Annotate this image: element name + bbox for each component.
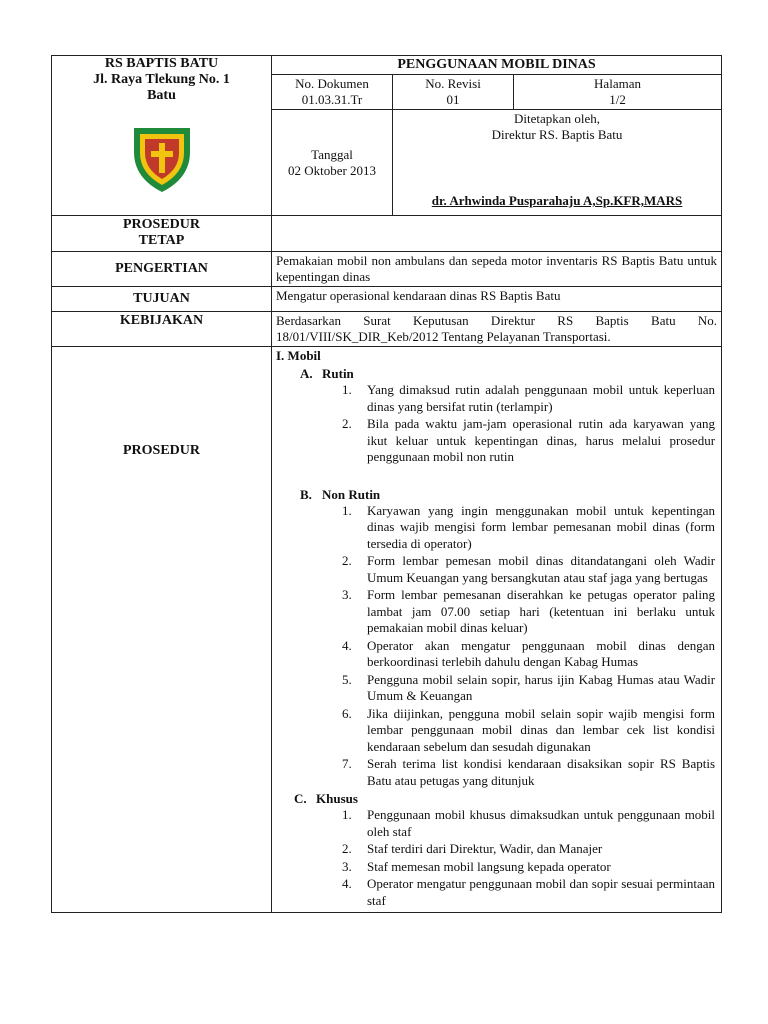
subsection-title: Rutin xyxy=(322,366,354,381)
page-number: 1/2 xyxy=(609,92,626,107)
page-cell xyxy=(514,75,722,110)
list-item: 7. Serah terima list kondisi kendaraan disaksikan sopir RS Baptis Batu atau petugas yang ditunjuk xyxy=(342,756,716,788)
document-number: 01.03.31.Tr xyxy=(301,92,363,107)
hospital-logo xyxy=(56,104,267,204)
list-item: 4. Operator akan mengatur penggunaan mobil dinas dengan berkoordinasi terlebih dahulu dengan Kabag Humas xyxy=(342,637,716,669)
list-item: 1. Penggunaan mobil khusus dimaksudkan untuk penggunaan mobil oleh staf xyxy=(342,807,716,839)
rutin-list xyxy=(276,382,715,466)
document-title: PENGGUNAAN MOBIL DINAS xyxy=(272,56,722,75)
approved-by-role: Direktur RS. Baptis Batu xyxy=(491,127,623,142)
revision-number: 01 xyxy=(446,92,460,107)
kebijakan-text: Berdasarkan Surat Keputusan Direktur RS Baptis Batu No. 18/01/VIII/SK_DIR_Keb/2012 Tentang Pelayanan Transportasi. xyxy=(272,312,722,347)
list-item: 1. Yang dimaksud rutin adalah penggunaan mobil untuk keperluan dinas yang bersifat rutin (terlampir) xyxy=(342,382,716,414)
procedure-type-empty xyxy=(272,216,722,252)
non-rutin-list xyxy=(276,503,715,790)
tujuan-label: TUJUAN xyxy=(52,287,272,312)
revision-cell xyxy=(393,75,514,110)
subsection-title: Khusus xyxy=(316,791,358,806)
cross-shield-icon xyxy=(130,122,194,194)
tujuan-text: Mengatur operasional kendaraan dinas RS Baptis Batu xyxy=(272,287,722,312)
subsection-rutin xyxy=(276,366,715,382)
prosedur-label: PROSEDUR xyxy=(52,347,272,913)
revision-label: No. Revisi xyxy=(425,76,481,91)
org-header-cell xyxy=(52,56,272,216)
procedure-type-cell xyxy=(52,216,272,252)
approved-by-label: Ditetapkan oleh, xyxy=(514,111,600,126)
org-address-line-1: Jl. Raya Tlekung No. 1 xyxy=(93,72,230,87)
subsection-letter: C. xyxy=(294,791,307,806)
subsection-letter: B. xyxy=(300,486,312,502)
procedure-type-line-1: PROSEDUR xyxy=(122,217,200,232)
subsection-title: Non Rutin xyxy=(322,486,381,502)
pengertian-text: Pemakaian mobil non ambulans dan sepeda motor inventaris RS Baptis Batu untuk kepentingan dinas xyxy=(272,252,722,287)
subsection-khusus xyxy=(276,791,715,807)
document-number-cell xyxy=(272,75,393,110)
date-value: 02 Oktober 2013 xyxy=(287,162,377,178)
prosedur-content xyxy=(272,347,722,913)
khusus-list xyxy=(276,807,715,909)
date-label: Tanggal xyxy=(311,146,353,162)
list-item: 1. Karyawan yang ingin menggunakan mobil untuk kepentingan dinas wajib mengisi form lembar pemesanan mobil dinas (form tersedia di operator) xyxy=(342,502,716,551)
pengertian-label: PENGERTIAN xyxy=(52,252,272,287)
procedure-type-line-2: TETAP xyxy=(138,233,185,248)
approval-cell xyxy=(393,110,722,216)
approver-name: dr. Arhwinda Pusparahaju A,Sp.KFR,MARS xyxy=(431,193,683,208)
org-address-line-2: Batu xyxy=(147,88,176,103)
subsection-letter: A. xyxy=(300,366,313,381)
section-title: I. Mobil xyxy=(276,348,321,363)
list-item: 2. Form lembar pemesan mobil dinas ditandatangani oleh Wadir Umum Keuangan yang bersangkutan atau staf jaga yang bertugas xyxy=(342,553,716,585)
document-number-label: No. Dokumen xyxy=(295,76,369,91)
date-cell xyxy=(272,110,393,216)
list-item: 3. Staf memesan mobil langsung kepada operator xyxy=(342,858,611,874)
list-item: 5. Pengguna mobil selain sopir, harus ijin Kabag Humas atau Wadir Umum & Keuangan xyxy=(342,671,716,703)
list-item: 2. Staf terdiri dari Direktur, Wadir, dan Manajer xyxy=(342,841,603,856)
list-item: 2. Bila pada waktu jam-jam operasional rutin ada karyawan yang ikut keluar untuk kepentingan dinas, harus melalui prosedur penggunaan mobil non rutin xyxy=(342,416,716,464)
subsection-non-rutin xyxy=(276,487,715,503)
page-label: Halaman xyxy=(594,76,641,91)
procedure-document-table xyxy=(51,55,722,913)
list-item: 6. Jika diijinkan, pengguna mobil selain sopir wajib mengisi form lembar penggunaan mobil dinas dan lembar cek list kondisi kendaraan sebelum dan sesudah digunakan xyxy=(342,705,716,754)
list-item: 4. Operator mengatur penggunaan mobil dan sopir sesuai permintaan staf xyxy=(342,876,716,908)
org-name: RS BAPTIS BATU xyxy=(104,56,219,71)
list-item: 3. Form lembar pemesanan diserahkan ke petugas operator paling lambat jam 07.00 setiap hari (ketentuan ini berlaku untuk pemakaian mobil dinas keluar) xyxy=(342,587,716,635)
kebijakan-label: KEBIJAKAN xyxy=(52,312,272,347)
